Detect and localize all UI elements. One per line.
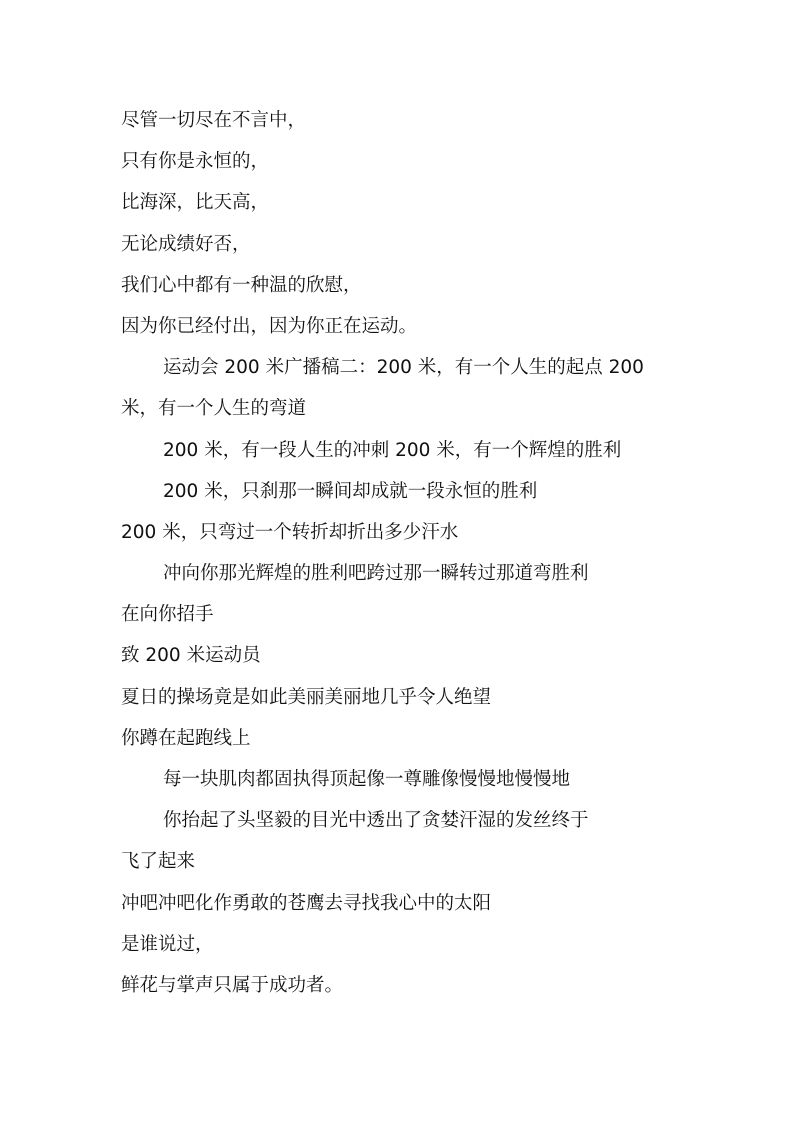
text-line: 因为你已经付出，因为你正在运动。 (121, 315, 418, 337)
text-line: 致 200 米运动员 (121, 645, 261, 667)
text-line: 每一块肌肉都固执得顶起像一尊雕像慢慢地慢慢地 (163, 769, 571, 790)
text-line: 你蹲在起跑线上 (121, 727, 251, 749)
text-line: 运动会 200 米广播稿二：200 米，有一个人生的起点 200 (163, 357, 644, 379)
text-line: 只有你是永恒的， (121, 151, 270, 173)
text-line: 飞了起来 (121, 851, 196, 873)
document-body (121, 100, 681, 1006)
text-line: 200 米，只刹那一瞬间却成就一段永恒的胜利 (163, 480, 538, 502)
text-line: 我们心中都有一种温的欣慰， (121, 274, 362, 296)
text-line: 200 米，有一段人生的冲刺 200 米，有一个辉煌的胜利 (163, 439, 622, 461)
text-line: 200 米，只弯过一个转折却折出多少汗水 (121, 521, 459, 543)
text-line: 无论成绩好否， (121, 233, 251, 255)
text-line: 你抬起了头坚毅的目光中透出了贪婪汗湿的发丝终于 (163, 810, 589, 832)
text-line: 在向你招手 (121, 604, 214, 626)
text-line: 冲向你那光辉煌的胜利吧跨过那一瞬转过那道弯胜利 (163, 563, 589, 585)
text-line: 冲吧冲吧化作勇敢的苍鹰去寻找我心中的太阳 (121, 892, 492, 914)
text-line: 尽管一切尽在不言中， (121, 110, 307, 131)
text-line: 是谁说过， (121, 933, 214, 955)
text-line: 米，有一个人生的弯道 (121, 398, 307, 420)
text-line: 夏日的操场竟是如此美丽美丽地几乎令人绝望 (121, 686, 492, 708)
text-line: 鲜花与掌声只属于成功者。 (121, 974, 344, 996)
text-line: 比海深，比天高， (121, 192, 270, 214)
